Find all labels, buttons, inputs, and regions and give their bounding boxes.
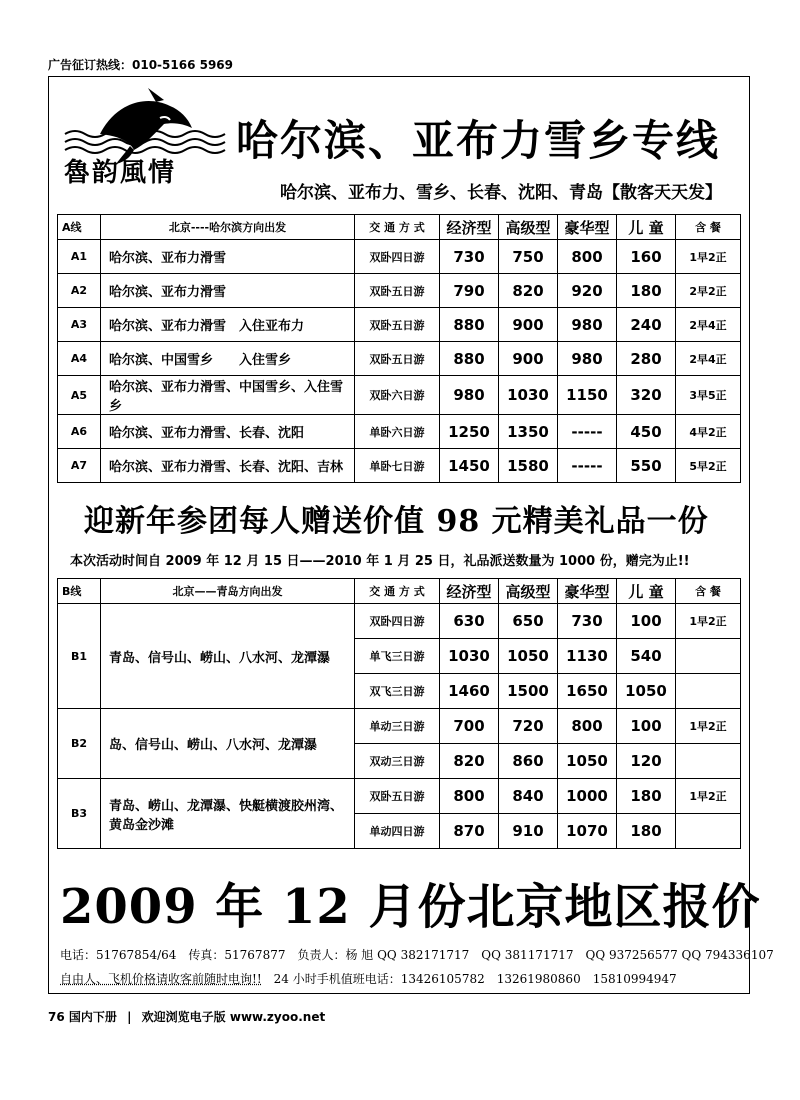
row-economy: 880: [440, 308, 499, 342]
row-superior: 1050: [499, 639, 558, 674]
row-superior: 900: [499, 308, 558, 342]
header-economy: 经济型: [440, 215, 499, 240]
row-transport: 双卧五日游: [355, 342, 440, 376]
header-deluxe: 豪华型: [558, 579, 617, 604]
row-transport: 双卧四日游: [355, 240, 440, 274]
header-route: 北京----哈尔滨方向出发: [101, 215, 355, 240]
header-superior: 高级型: [499, 579, 558, 604]
footer-url[interactable]: www.zyoo.net: [229, 1010, 326, 1024]
row-superior: 1580: [499, 449, 558, 483]
header-line: B线: [58, 579, 101, 604]
row-meals: [676, 639, 741, 674]
row-child: 160: [617, 240, 676, 274]
row-deluxe: -----: [558, 449, 617, 483]
header-meals: 含 餐: [676, 215, 741, 240]
row-deluxe: 1000: [558, 779, 617, 814]
row-code: A5: [58, 376, 101, 415]
table-row: [58, 376, 741, 415]
row-transport: 单动四日游: [355, 814, 440, 849]
row-route: 哈尔滨、亚布力滑雪: [101, 240, 355, 274]
table-row: [58, 274, 741, 308]
row-economy: 800: [440, 779, 499, 814]
row-meals: 5早2正: [676, 449, 741, 483]
row-superior: 750: [499, 240, 558, 274]
row-route: 哈尔滨、亚布力滑雪 入住亚布力: [101, 308, 355, 342]
row-superior: 900: [499, 342, 558, 376]
row-superior: 720: [499, 709, 558, 744]
table-row: [58, 415, 741, 449]
row-transport: 单卧七日游: [355, 449, 440, 483]
header-transport: 交 通 方 式: [355, 579, 440, 604]
row-deluxe: 800: [558, 240, 617, 274]
row-deluxe: 1130: [558, 639, 617, 674]
row-route: 哈尔滨、亚布力滑雪: [101, 274, 355, 308]
row-deluxe: 920: [558, 274, 617, 308]
page-subtitle: 哈尔滨、亚布力、雪乡、长春、沈阳、青岛【散客天天发】: [280, 183, 722, 203]
row-child: 550: [617, 449, 676, 483]
row-meals: 4早2正: [676, 415, 741, 449]
row-deluxe: 730: [558, 604, 617, 639]
row-superior: 910: [499, 814, 558, 849]
row-economy: 1030: [440, 639, 499, 674]
header-superior: 高级型: [499, 215, 558, 240]
row-meals: 1早2正: [676, 240, 741, 274]
row-meals: [676, 814, 741, 849]
inquiry-note: 自由人、飞机价格请收客前随时电询!!: [60, 972, 262, 986]
row-code: A1: [58, 240, 101, 274]
page-title: 哈尔滨、亚布力雪乡专线: [236, 116, 721, 165]
header-route: 北京——青岛方向出发: [101, 579, 355, 604]
row-economy: 820: [440, 744, 499, 779]
row-transport: 双卧五日游: [355, 274, 440, 308]
row-child: 180: [617, 274, 676, 308]
row-meals: [676, 674, 741, 709]
row-superior: 1030: [499, 376, 558, 415]
section-name: 国内下册: [68, 1010, 117, 1024]
row-child: 240: [617, 308, 676, 342]
row-child: 320: [617, 376, 676, 415]
header-line: A线: [58, 215, 101, 240]
row-deluxe: 980: [558, 308, 617, 342]
ad-hotline: 广告征订热线：010-5166 5969: [48, 58, 234, 72]
row-economy: 870: [440, 814, 499, 849]
row-deluxe: 1050: [558, 744, 617, 779]
row-code: A2: [58, 274, 101, 308]
row-deluxe: 800: [558, 709, 617, 744]
row-code: B3: [58, 779, 101, 849]
page-footer: [48, 1008, 325, 1025]
row-superior: 1350: [499, 415, 558, 449]
row-transport: 双飞三日游: [355, 674, 440, 709]
row-code: A7: [58, 449, 101, 483]
row-transport: 单动三日游: [355, 709, 440, 744]
row-child: 100: [617, 604, 676, 639]
row-code: A6: [58, 415, 101, 449]
header-child: 儿 童: [617, 579, 676, 604]
row-superior: 820: [499, 274, 558, 308]
row-meals: [676, 744, 741, 779]
row-child: 100: [617, 709, 676, 744]
footer-slogan: 欢迎浏览电子版: [141, 1010, 226, 1024]
row-child: 120: [617, 744, 676, 779]
contact-hotline: [60, 970, 677, 987]
row-superior: 840: [499, 779, 558, 814]
row-code: A4: [58, 342, 101, 376]
table-row: [58, 308, 741, 342]
promo-note: 本次活动时间自 2009 年 12 月 15 日——2010 年 1 月 25 日，礼品派送数量为 1000 份，赠完为止!!: [70, 554, 690, 569]
header-economy: 经济型: [440, 579, 499, 604]
table-row: [58, 604, 741, 639]
row-meals: 2早4正: [676, 308, 741, 342]
row-economy: 1450: [440, 449, 499, 483]
row-economy: 1250: [440, 415, 499, 449]
row-route: 哈尔滨、中国雪乡 入住雪乡: [101, 342, 355, 376]
row-child: 450: [617, 415, 676, 449]
row-child: 180: [617, 779, 676, 814]
row-child: 180: [617, 814, 676, 849]
row-child: 540: [617, 639, 676, 674]
mobile-hotline: 24 小时手机值班电话：13426105782 13261980860 15810994947: [261, 972, 677, 986]
row-code: A3: [58, 308, 101, 342]
header-meals: 含 餐: [676, 579, 741, 604]
header-child: 儿 童: [617, 215, 676, 240]
row-meals: 1早2正: [676, 709, 741, 744]
table-header-row: [58, 579, 741, 604]
table-row: [58, 342, 741, 376]
row-superior: 860: [499, 744, 558, 779]
contact-info: 电话：51767854/64 传真：51767877 负责人：杨 旭 QQ 382171717 QQ 381171717 QQ 937256577 QQ 794336107: [60, 948, 774, 962]
row-economy: 630: [440, 604, 499, 639]
header-transport: 交 通 方 式: [355, 215, 440, 240]
line-b-price-table: [57, 578, 741, 849]
row-economy: 790: [440, 274, 499, 308]
row-transport: 双卧五日游: [355, 308, 440, 342]
table-header-row: [58, 215, 741, 240]
row-economy: 730: [440, 240, 499, 274]
row-route: 哈尔滨、亚布力滑雪、中国雪乡、入住雪乡: [101, 376, 355, 415]
table-row: [58, 240, 741, 274]
row-deluxe: 980: [558, 342, 617, 376]
table-row: [58, 779, 741, 814]
row-economy: 1460: [440, 674, 499, 709]
row-transport: 双卧四日游: [355, 604, 440, 639]
row-route: 哈尔滨、亚布力滑雪、长春、沈阳、吉林: [101, 449, 355, 483]
row-transport: 双动三日游: [355, 744, 440, 779]
price-period-title: 2009 年 12 月份北京地区报价: [60, 879, 761, 935]
row-code: B2: [58, 709, 101, 779]
row-deluxe: -----: [558, 415, 617, 449]
row-deluxe: 1070: [558, 814, 617, 849]
row-economy: 880: [440, 342, 499, 376]
row-superior: 650: [499, 604, 558, 639]
table-row: [58, 709, 741, 744]
header-deluxe: 豪华型: [558, 215, 617, 240]
row-transport: 双卧五日游: [355, 779, 440, 814]
row-route: 哈尔滨、亚布力滑雪、长春、沈阳: [101, 415, 355, 449]
row-meals: 1早2正: [676, 604, 741, 639]
row-child: 280: [617, 342, 676, 376]
page-number: 76: [48, 1010, 65, 1024]
footer-separator: |: [127, 1010, 132, 1024]
row-route: 青岛、崂山、龙潭瀑、快艇横渡胶州湾、黄岛金沙滩: [101, 779, 355, 849]
row-route: 青岛、信号山、崂山、八水河、龙潭瀑: [101, 604, 355, 709]
row-meals: 1早2正: [676, 779, 741, 814]
row-economy: 980: [440, 376, 499, 415]
promo-headline: 迎新年参团每人赠送价值 98 元精美礼品一份: [84, 504, 709, 539]
row-route: 岛、信号山、崂山、八水河、龙潭瀑: [101, 709, 355, 779]
row-transport: 双卧六日游: [355, 376, 440, 415]
row-child: 1050: [617, 674, 676, 709]
line-a-price-table: [57, 214, 741, 483]
row-superior: 1500: [499, 674, 558, 709]
row-transport: 单飞三日游: [355, 639, 440, 674]
table-row: [58, 449, 741, 483]
row-deluxe: 1150: [558, 376, 617, 415]
row-meals: 2早2正: [676, 274, 741, 308]
row-economy: 700: [440, 709, 499, 744]
row-meals: 3早5正: [676, 376, 741, 415]
row-meals: 2早4正: [676, 342, 741, 376]
row-transport: 单卧六日游: [355, 415, 440, 449]
logo-text: 魯韵風情: [64, 158, 177, 188]
row-code: B1: [58, 604, 101, 709]
row-deluxe: 1650: [558, 674, 617, 709]
